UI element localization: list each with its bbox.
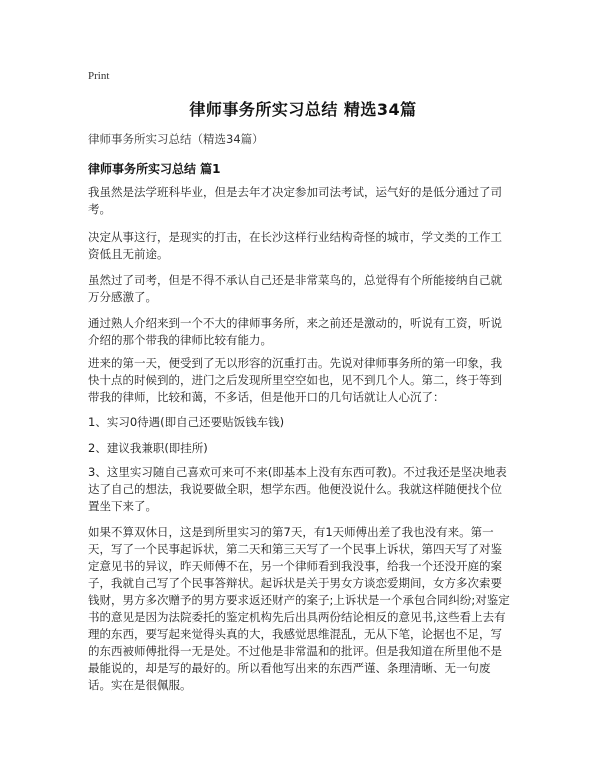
page-title: 律师事务所实习总结 精选34篇 xyxy=(189,100,417,119)
document-subtitle: 律师事务所实习总结（精选34篇） xyxy=(88,132,264,146)
paragraph-2: 决定从事这行，是现实的打击，在长沙这样行业结构奇怪的城市，学文类的工作工资低且无前途。 xyxy=(88,230,502,261)
paragraph-5: 进来的第一天，便受到了无以形容的沉重打击。先说对律师事务所的第一印象，我快十点的时候到的，进门之后发现所里空空如也，见不到几个人。第二，终于等到带我的律师，比较和蔼，不多话，但是他开口的几句话就让人心沉了： xyxy=(88,356,502,404)
list-item-1: 1、实习0待遇(即自己还要贴饭钱车钱) xyxy=(88,415,285,429)
list-item-2: 2、建议我兼职(即挂所) xyxy=(88,441,208,455)
list-item-3: 3、这里实习随自己喜欢可来可不来(即基本上没有东西可教)。不过我还是坚决地表达了自己的想法，我说要做全职，想学东西。他便没说什么。我就这样随便找个位置坐下来了。 xyxy=(88,465,507,513)
print-link[interactable]: Print xyxy=(88,70,110,82)
paragraph-4: 通过熟人介绍来到一个不大的律师事务所，来之前还是激动的，听说有工资，听说介绍的那个带我的律师比较有能力。 xyxy=(88,316,502,347)
section-heading: 律师事务所实习总结 篇1 xyxy=(88,162,221,176)
paragraph-6: 如果不算双休日，这是到所里实习的第7天，有1天师傅出差了我也没有来。第一天，写了一个民事起诉状，第二天和第三天写了一个民事上诉状，第四天写了对鉴定意见书的异议，昨天师傅不在，另一个律师看到我没事，给我一个还没开庭的案子，我就自己写了个民事答辩状。起诉状是关于男女方谈恋爱期间，女方多次索要钱财，男方多次赠予的男方要求返还财产的案子;上诉状是一个承包合同纠纷;对鉴定书的意见是因为法院委托的鉴定机构先后出具两份结论相反的意见书,这些看上去有理的东西，要写起来觉得头真的大，我感觉思维混乱，无从下笔，论据也不足，写的东西被师傅批得一无是处。不过他是非常温和的批评。但是我知道在所里他不是最能说的，却是写的最好的。所以看他写出来的东西严谨、条理清晰、无一句废话。实在是很佩服。 xyxy=(88,525,510,692)
paragraph-3: 虽然过了司考，但是不得不承认自己还是非常菜鸟的，总觉得有个所能接纳自己就万分感激了。 xyxy=(88,273,502,304)
paragraph-1: 我虽然是法学班科毕业，但是去年才决定参加司法考试，运气好的是低分通过了司考。 xyxy=(88,185,502,216)
